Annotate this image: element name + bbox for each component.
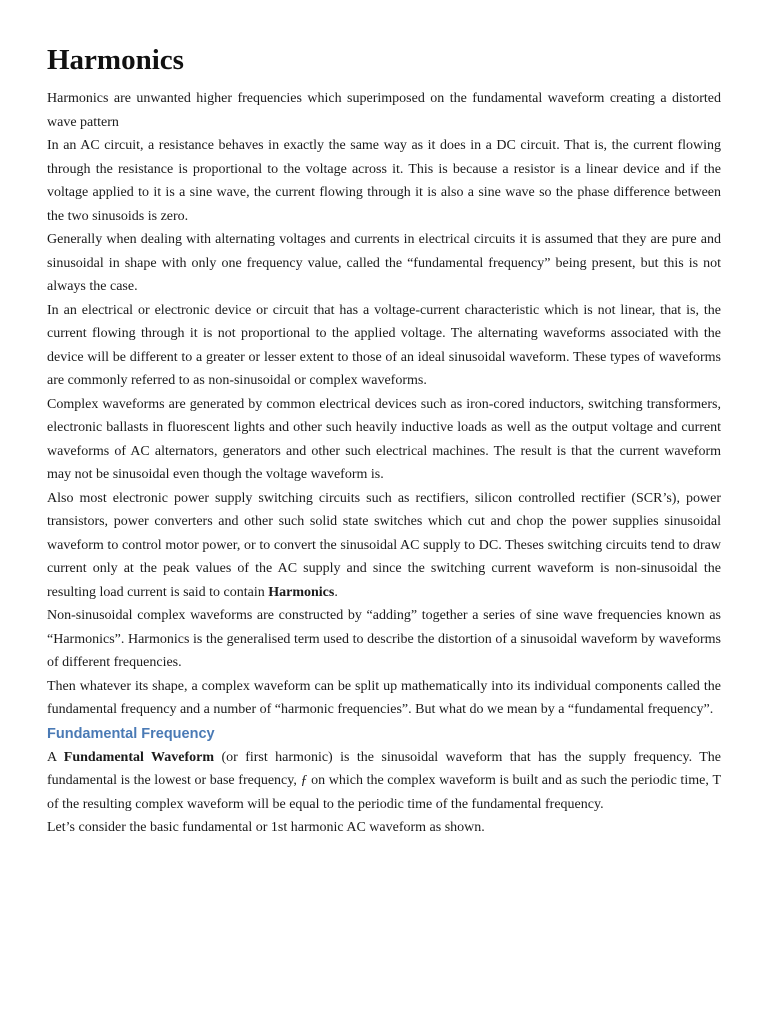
paragraph-consider-waveform: Let’s consider the basic fundamental or 1st harmonic AC waveform as shown. (47, 820, 485, 835)
paragraph-nonlinear-devices: In an electrical or electronic device or circuit that has a voltage-current characteristic which is not linear, that is, the current flowing through it is not proportional to the applied voltage. The alternating waveforms associated with the device will be different to a greater or lesser extent to those of an ideal sinusoidal waveform. These types of waveforms are commonly referred to as non-sinusoidal or complex waveforms. (47, 302, 721, 388)
harmonics-bold-term: Harmonics (268, 584, 335, 600)
paragraph-complex-waveform-sources: Complex waveforms are generated by common electrical devices such as iron-cored inductors, switching transformers, electronic ballasts in fluorescent lights and other such heavily inductive loads as well as the output voltage and current waveforms of AC alternators, generators and other such electrical machines. The result is that the current waveform may not be sinusoidal even though the voltage waveform is. (47, 396, 721, 482)
paragraph-intro: Harmonics are unwanted higher frequencies which superimposed on the fundamental waveform creating a distorted wave pattern (47, 91, 721, 130)
fundamental-waveform-bold-term: Fundamental Waveform (63, 749, 215, 765)
paragraph-non-sinusoidal: Non-sinusoidal complex waveforms are constructed by “adding” together a series of sine wave frequencies known as “Harmonics”. Harmonics is the generalised term used to describe the distortion of a sinusoidal waveform by waveforms of different frequencies. (47, 608, 721, 670)
paragraph-switching-end: . (334, 584, 338, 600)
frequency-symbol: ƒ (300, 773, 308, 788)
paragraph-switching-circuits (47, 487, 721, 605)
page-title: Harmonics (47, 44, 184, 76)
paragraph-sinusoidal-assumption: Generally when dealing with alternating voltages and currents in electrical circuits it is assumed that they are pure and sinusoidal in shape with only one frequency value, called the “fundamental frequency” being present, but this is not always the case. (47, 232, 721, 294)
fw-text-c: on which the complex waveform is built and as such the periodic time, Τ of the resulting complex waveform will be equal to the periodic time of the fundamental frequency. (47, 773, 721, 812)
document-page (47, 40, 721, 840)
paragraph-switching-text: Also most electronic power supply switching circuits such as rectifiers, silicon controlled rectifier (SCR’s), power transistors, power converters and other such solid state switches which cut and chop the power supplies sinusoidal waveform to control motor power, or to convert the sinusoidal AC supply to DC. Theses switching circuits tend to draw current only at the peak values of the AC supply and since the switching current waveform is non-sinusoidal the resulting load current is said to contain (47, 490, 721, 600)
paragraph-fundamental-waveform (47, 746, 721, 817)
fw-text-a: A (47, 749, 64, 765)
paragraph-components: Then whatever its shape, a complex waveform can be split up mathematically into its individual components called the fundamental frequency and a number of “harmonic frequencies”. But what do we mean by a “fundamental frequency”. (47, 678, 721, 717)
paragraph-ac-resistance: In an AC circuit, a resistance behaves in exactly the same way as it does in a DC circuit. That is, the current flowing through the resistance is proportional to the voltage across it. This is because a resistor is a linear device and if the voltage applied to it is a sine wave, the current flowing through it is also a sine wave so the phase difference between the two sinusoids is zero. (47, 138, 721, 224)
fw-text-b: (or first harmonic) is the sinusoidal waveform that has the supply frequency. The fundamental is the lowest or base frequency, (47, 749, 722, 788)
section-heading-fundamental-frequency: Fundamental Frequency (47, 725, 215, 742)
